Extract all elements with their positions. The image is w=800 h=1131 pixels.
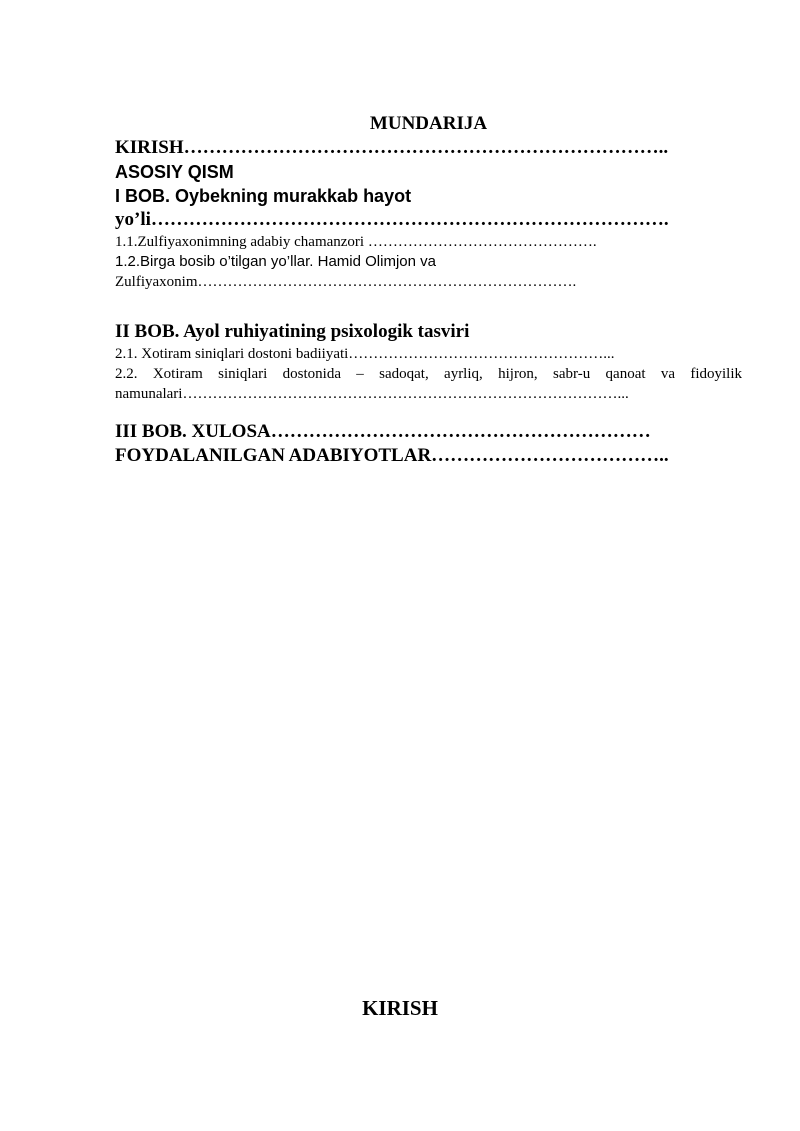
toc-entry-1-1: 1.1.Zulfiyaxonimning adabiy chamanzori ………………………………………. bbox=[115, 234, 597, 250]
section-heading-kirish: KIRISH bbox=[362, 996, 438, 1020]
toc-entry-2-2: 2.2. Xotiram siniqlari dostonida – sadoqat, ayrliq, hijron, sabr-u qanoat va fidoyilik namunalari……………………………………………………………………………... bbox=[115, 366, 742, 402]
toc-entry-1-2-title: 1.2.Birga bosib o’tilgan yo’llar. Hamid Olimjon va bbox=[115, 253, 436, 270]
toc-entry-1-2-leader: Zulfiyaxonim…………………………………………………………………. bbox=[115, 274, 577, 290]
toc-entry-bob3: III BOB. XULOSA…………………………………………………… bbox=[115, 421, 651, 442]
toc-entry-foydalanilgan: FOYDALANILGAN ADABIYOTLAR……………………………….. bbox=[115, 445, 669, 466]
toc-entry-bob1-leader: yo’li………………………………………………………………………. bbox=[115, 209, 669, 230]
toc-entry-bob1-title: I BOB. Oybekning murakkab hayot bbox=[115, 186, 412, 206]
table-of-contents bbox=[115, 112, 742, 468]
toc-title: MUNDARIJA bbox=[369, 113, 488, 134]
toc-entry-asosiy-qism: ASOSIY QISM bbox=[115, 162, 234, 182]
toc-entry-2-1: 2.1. Xotiram siniqlari dostoni badiiyati……………………………………………... bbox=[115, 346, 615, 362]
toc-entry-bob2: II BOB. Ayol ruhiyatining psixologik tasviri bbox=[115, 321, 470, 342]
toc-entry-kirish: KIRISH………………………………………………………………….. bbox=[115, 137, 669, 158]
